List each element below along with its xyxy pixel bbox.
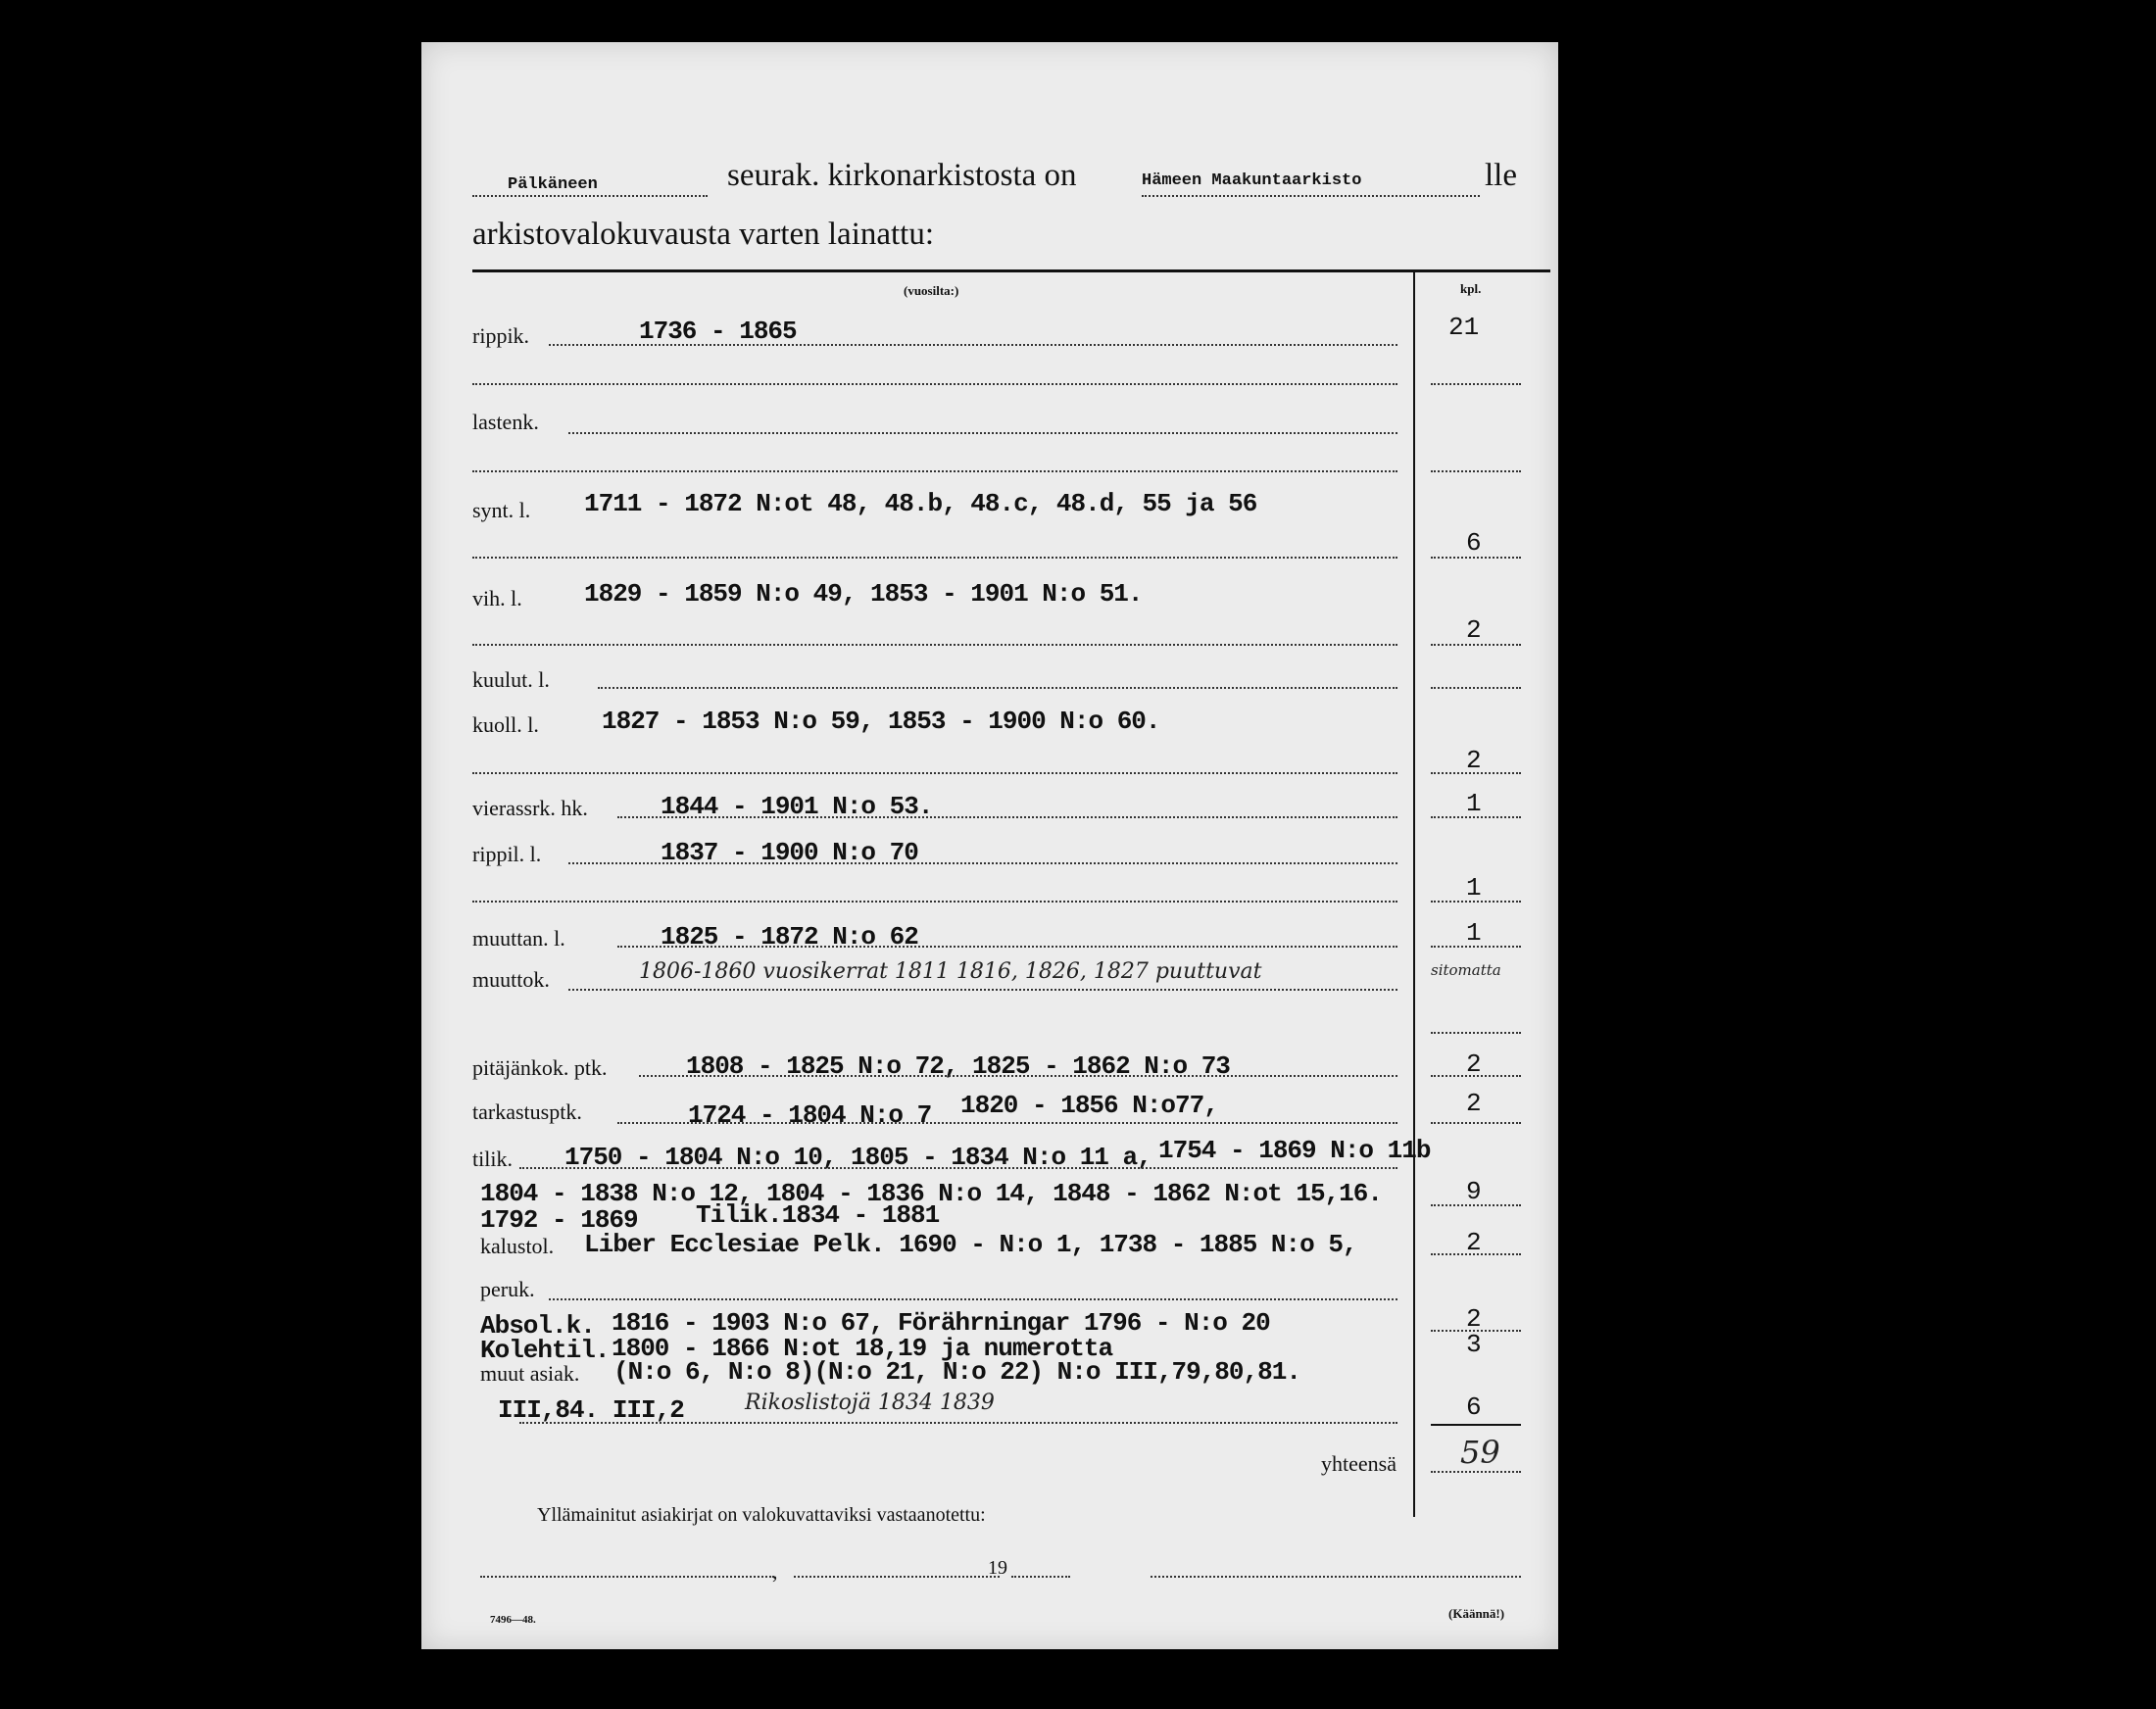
- row-value: 1736 - 1865: [639, 317, 797, 346]
- row-count: 21: [1448, 313, 1480, 342]
- parish-dotted-line: [472, 195, 708, 197]
- total-value: 59: [1460, 1434, 1500, 1471]
- row-label: tarkastusptk.: [472, 1099, 582, 1124]
- row-value: 1800 - 1866 N:ot 18,19 ja numerotta: [612, 1334, 1113, 1363]
- signature-place-line: [480, 1576, 774, 1578]
- row-value: 1844 - 1901 N:o 53.: [661, 792, 933, 821]
- row-count: 2: [1466, 1304, 1482, 1334]
- row-value: 1837 - 1900 N:o 70: [661, 838, 918, 867]
- row-value: 1804 - 1838 N:o 12, 1804 - 1836 N:o 14, 1848 - 1862 N:ot 15,16.: [480, 1179, 1382, 1208]
- row-value: Liber Ecclesiae Pelk. 1690 - N:o 1, 1738 - 1885 N:o 5,: [584, 1230, 1357, 1259]
- row-count: 2: [1466, 746, 1482, 775]
- row-label: Kolehtil.: [480, 1336, 610, 1365]
- row-label: Absol.k.: [480, 1311, 595, 1341]
- row-label: lastenk.: [472, 410, 539, 434]
- row-label: peruk.: [480, 1277, 535, 1301]
- count-column-header: kpl.: [1460, 281, 1482, 296]
- row-value: 1816 - 1903 N:o 67, Förährningar 1796 - N:o 20: [612, 1308, 1270, 1338]
- signature-line: [1151, 1576, 1521, 1578]
- row-count: 2: [1466, 615, 1482, 645]
- row-label: muuttok.: [472, 967, 550, 992]
- received-text: Yllämainitut asiakirjat on valokuvattaviksi vastaanotettu:: [537, 1504, 986, 1526]
- row-value: 1825 - 1872 N:o 62: [661, 922, 918, 952]
- row-value: 1792 - 1869: [480, 1205, 638, 1235]
- row-count: 1: [1466, 918, 1482, 948]
- row-label: pitäjänkok. ptk.: [472, 1055, 608, 1080]
- header-line-2: arkistovalokuvausta varten lainattu:: [472, 217, 935, 252]
- row-label: vierassrk. hk.: [472, 796, 588, 820]
- parish-name: Pälkäneen: [508, 175, 598, 194]
- row-count: 6: [1466, 528, 1482, 558]
- row-label: kuoll. l.: [472, 712, 539, 737]
- row-value-2: Tilik.1834 - 1881: [696, 1200, 940, 1230]
- row-value: III,84. III,2: [498, 1395, 684, 1425]
- row-label: vih. l.: [472, 586, 522, 610]
- row-value-handwritten: Rikoslistojä 1834 1839: [745, 1391, 995, 1415]
- row-count: 1: [1466, 789, 1482, 818]
- header-text-2: lle: [1485, 158, 1517, 193]
- turn-over-note: (Käännä!): [1448, 1606, 1505, 1621]
- archive-name: Hämeen Maakuntaarkisto: [1142, 171, 1362, 190]
- total-label: yhteensä: [1321, 1451, 1396, 1476]
- row-value: 1827 - 1853 N:o 59, 1853 - 1900 N:o 60.: [602, 707, 1160, 736]
- row-count-handwritten: sitomatta: [1431, 961, 1501, 979]
- header-text-1: seurak. kirkonarkistosta on: [727, 158, 1077, 193]
- row-value: 1750 - 1804 N:o 10, 1805 - 1834 N:o 11 a,: [564, 1143, 1152, 1172]
- row-count: 3: [1466, 1330, 1482, 1359]
- row-count: 2: [1466, 1228, 1482, 1257]
- years-column-header: (vuosilta:): [904, 283, 959, 298]
- row-label: tilik.: [472, 1147, 513, 1171]
- column-divider: [1413, 272, 1415, 1517]
- row-value-2: 1754 - 1869 N:o 11b: [1158, 1136, 1431, 1165]
- archive-dotted-line: [1142, 195, 1480, 197]
- row-value-handwritten: 1806-1860 vuosikerrat 1811 1816, 1826, 1827 puuttuvat: [639, 959, 1262, 984]
- document-page: Pälkäneen seurak. kirkonarkistosta on Hämeen Maakuntaarkisto lle arkistovalokuvausta varten lainattu: (vuosilta:) kpl. rippik. 1736 - 1865 21 lastenk. synt. l. 1711 - 1872 N:ot 48, 48.b, 48.c, 48.d, 55 ja 56 6 vih. l. 1829 - 1859 N:o 49, 1853 - 1901 N:o 51. 2 kuulut. l. kuoll. l. 1827 - 1853 N:o 59, 1853 - 1900 N:o 60. 2 vierassrk. hk. 1844 - 1901 N:o 53. 1 rippil. l. 1837 - 1900 N:o 70 1 muuttan. l. 1825 - 1872 N:o 62 1 muuttok. 1806-1860 vuosikerrat 1811 1816, 1826, 1827 puuttuvat sitomatta pitäjänkok. ptk. 1808 - 1825 N:o 72, 1825 - 1862 N:o 73 2 tarkastusptk. 1724 - 1804 N:o 7 1820 - 1856 N:o77, 2 tilik. 1750 - 1804 N:o 10, 1805 - 1834 N:o 11 a, 1754 - 1869 N:o 11b 1804 - 1838 N:o 12, 1804 - 1836 N:o 14, 1848 - 1862 N:ot 15,16. 9 1792 - 1869 Tilik.1834 - 1881 kalustol. Liber Ecclesiae Pelk. 1690 - N:o 1, 1738 - 1885 N:o 5, 2 peruk. Absol.k. 1816 - 1903 N:o 67, Förährningar 1796 - N:o 20 2 Kolehtil. 1800 - 1866 N:ot 18,19 ja numerotta 3 muut asiak. (N:o 6, N:o 8)(N:o 21, N:o 22) N:o III,79,80,81. III,84. III,2 Rikoslistojä 1834 1839 6 yhteensä 59 Yllämainitut asiakirjat on valokuvattaviksi vastaanotettu: , 19 7496—48. (Käännä!): [421, 42, 1558, 1649]
- row-count: 1: [1466, 873, 1482, 903]
- row-count: 2: [1466, 1050, 1482, 1079]
- form-code: 7496—48.: [490, 1614, 536, 1626]
- row-label: synt. l.: [472, 498, 531, 522]
- row-value: 1829 - 1859 N:o 49, 1853 - 1901 N:o 51.: [584, 579, 1143, 609]
- row-value: 1808 - 1825 N:o 72, 1825 - 1862 N:o 73: [686, 1051, 1230, 1081]
- row-label: rippik.: [472, 323, 530, 348]
- row-value: 1711 - 1872 N:ot 48, 48.b, 48.c, 48.d, 55 ja 56: [584, 489, 1257, 518]
- row-label: kuulut. l.: [472, 667, 550, 692]
- row-label: rippil. l.: [472, 842, 542, 866]
- year-prefix: 19: [988, 1557, 1007, 1579]
- row-label: kalustol.: [480, 1234, 555, 1258]
- row-count: 2: [1466, 1089, 1482, 1118]
- row-value: (N:o 6, N:o 8)(N:o 21, N:o 22) N:o III,79,80,81.: [613, 1357, 1300, 1387]
- row-count: 6: [1466, 1392, 1482, 1422]
- row-value: 1724 - 1804 N:o 7: [688, 1100, 932, 1130]
- row-label: muuttan. l.: [472, 926, 565, 951]
- header-rule: [472, 269, 1550, 272]
- row-value-2: 1820 - 1856 N:o77,: [960, 1091, 1218, 1120]
- row-label: muut asiak.: [480, 1361, 580, 1386]
- row-count: 9: [1466, 1177, 1482, 1206]
